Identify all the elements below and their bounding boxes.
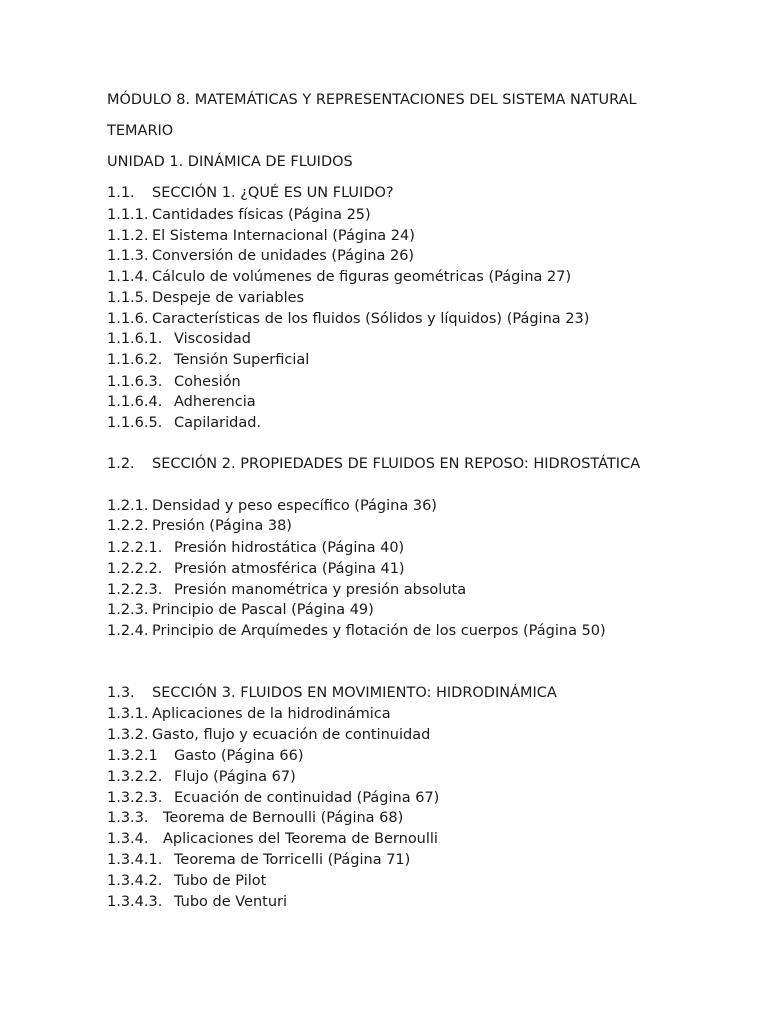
item-number: 1.1.6.1. [107, 331, 163, 347]
item-text: Características de los fluidos (Sólidos y líquidos) (Página 23) [152, 311, 590, 327]
item-text: El Sistema Internacional (Página 24) [152, 228, 415, 244]
toc-item [107, 206, 371, 224]
item-text: Aplicaciones de la hidrodinámica [152, 706, 391, 722]
item-number: 1.2.4. [107, 623, 149, 639]
item-text: Tensión Superficial [174, 352, 310, 368]
toc-subitem [107, 789, 439, 807]
item-text: SECCIÓN 2. PROPIEDADES DE FLUIDOS EN REPOSO: HIDROSTÁTICA [152, 456, 641, 472]
item-text: Teorema de Torricelli (Página 71) [174, 852, 411, 868]
item-number: 1.3.4.2. [107, 873, 163, 889]
unit-title: UNIDAD 1. DINÁMICA DE FLUIDOS [107, 154, 353, 170]
item-text: Tubo de Pilot [174, 873, 267, 889]
item-text: Presión hidrostática (Página 40) [174, 540, 405, 556]
item-number: 1.3.2. [107, 727, 149, 743]
toc-subitem [107, 351, 309, 369]
toc-subitem [107, 851, 410, 869]
toc-subitem [107, 393, 256, 411]
item-text: Viscosidad [174, 331, 251, 347]
item-text: Presión atmosférica (Página 41) [174, 561, 405, 577]
toc-item [107, 227, 415, 245]
module-title: MÓDULO 8. MATEMÁTICAS Y REPRESENTACIONES DEL SISTEMA NATURAL [107, 92, 637, 108]
toc-item [107, 517, 292, 535]
toc-item [107, 268, 571, 286]
item-text: Presión (Página 38) [152, 518, 292, 534]
item-text: Cohesión [174, 374, 241, 390]
item-number: 1.1.1. [107, 207, 149, 223]
toc-subitem [107, 872, 266, 890]
item-number: 1.3.4.3. [107, 894, 163, 910]
toc-subitem [107, 330, 251, 348]
syllabus-label: TEMARIO [107, 123, 174, 139]
item-text: Cantidades físicas (Página 25) [152, 207, 371, 223]
item-number: 1.1.6.2. [107, 352, 163, 368]
item-number: 1.1.6.4. [107, 394, 163, 410]
item-text: Aplicaciones del Teorema de Bernoulli [163, 831, 438, 847]
section-heading [107, 184, 394, 202]
item-number: 1.2.2.2. [107, 561, 163, 577]
toc-item [107, 726, 430, 744]
toc-item [107, 497, 437, 515]
item-number: 1.2.3. [107, 602, 149, 618]
toc-item [107, 809, 403, 827]
section-heading [107, 455, 640, 473]
item-text: Gasto (Página 66) [174, 748, 304, 764]
toc-item [107, 310, 589, 328]
item-number: 1.2. [107, 456, 135, 472]
item-number: 1.3.4.1. [107, 852, 163, 868]
item-text: Teorema de Bernoulli (Página 68) [163, 810, 404, 826]
item-number: 1.3.3. [107, 810, 149, 826]
item-text: Flujo (Página 67) [174, 769, 296, 785]
section-heading [107, 684, 557, 702]
item-text: SECCIÓN 1. ¿QUÉ ES UN FLUIDO? [152, 185, 394, 201]
item-text: Cálculo de volúmenes de figuras geométricas (Página 27) [152, 269, 572, 285]
item-text: Principio de Arquímedes y flotación de los cuerpos (Página 50) [152, 623, 606, 639]
item-text: Principio de Pascal (Página 49) [152, 602, 374, 618]
item-number: 1.3.2.1 [107, 748, 158, 764]
item-text: Capilaridad. [174, 415, 262, 431]
toc-subitem [107, 373, 241, 391]
toc-subitem [107, 414, 261, 432]
item-number: 1.1.6.3. [107, 374, 163, 390]
item-number: 1.1.6. [107, 311, 149, 327]
toc-item [107, 247, 414, 265]
item-number: 1.1. [107, 185, 135, 201]
item-text: Despeje de variables [152, 290, 305, 306]
item-text: Adherencia [174, 394, 256, 410]
item-text: Conversión de unidades (Página 26) [152, 248, 415, 264]
item-number: 1.3.2.2. [107, 769, 163, 785]
item-text: Densidad y peso específico (Página 36) [152, 498, 437, 514]
item-number: 1.3.2.3. [107, 790, 163, 806]
toc-subitem [107, 539, 404, 557]
toc-subitem [107, 747, 304, 765]
item-number: 1.2.1. [107, 498, 149, 514]
item-number: 1.1.6.5. [107, 415, 163, 431]
item-number: 1.1.2. [107, 228, 149, 244]
toc-item [107, 830, 438, 848]
toc-item [107, 289, 304, 307]
toc-subitem [107, 560, 405, 578]
toc-item [107, 705, 391, 723]
item-text: Gasto, flujo y ecuación de continuidad [152, 727, 431, 743]
toc-subitem [107, 893, 287, 911]
item-number: 1.3. [107, 685, 135, 701]
item-number: 1.1.3. [107, 248, 149, 264]
item-text: Presión manométrica y presión absoluta [174, 582, 467, 598]
item-number: 1.2.2.1. [107, 540, 163, 556]
toc-item [107, 601, 374, 619]
item-number: 1.1.4. [107, 269, 149, 285]
toc-item [107, 622, 606, 640]
toc-subitem [107, 581, 466, 599]
item-number: 1.2.2. [107, 518, 149, 534]
item-text: SECCIÓN 3. FLUIDOS EN MOVIMIENTO: HIDRODINÁMICA [152, 685, 557, 701]
item-number: 1.2.2.3. [107, 582, 163, 598]
toc-subitem [107, 768, 296, 786]
item-text: Tubo de Venturi [174, 894, 288, 910]
item-number: 1.3.1. [107, 706, 149, 722]
item-number: 1.3.4. [107, 831, 149, 847]
item-text: Ecuación de continuidad (Página 67) [174, 790, 440, 806]
item-number: 1.1.5. [107, 290, 149, 306]
